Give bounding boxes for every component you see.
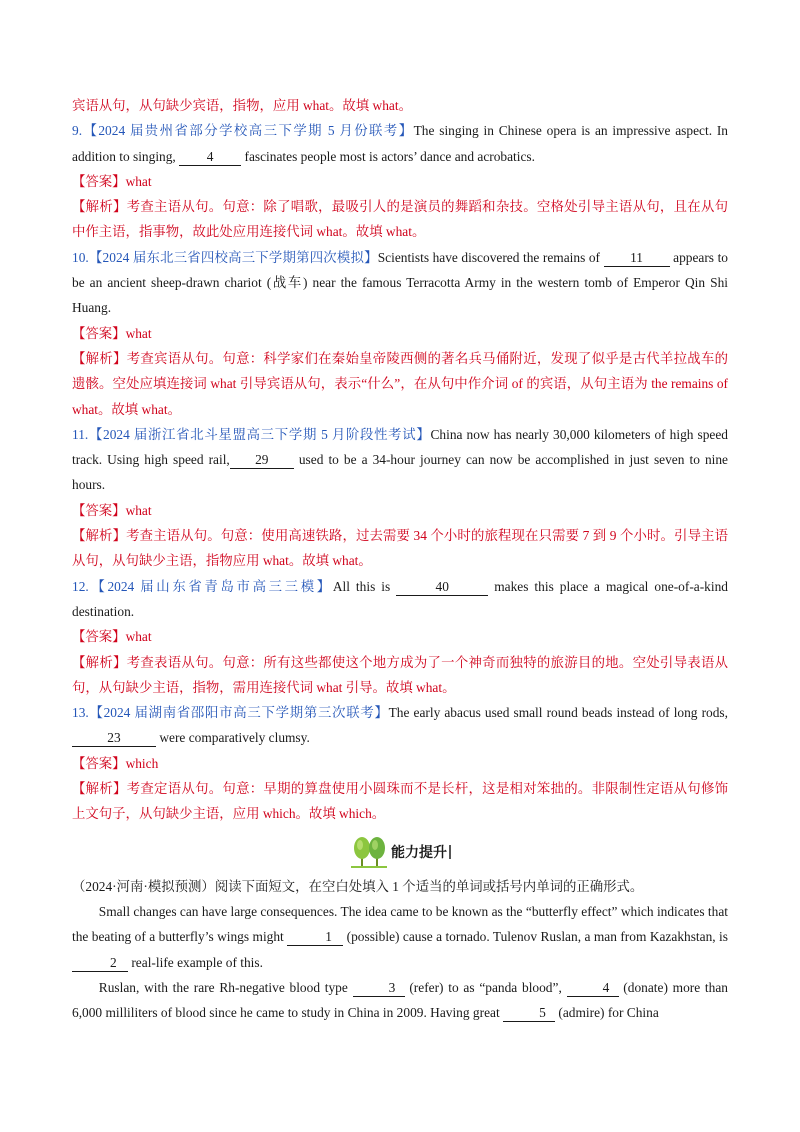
analysis-line — [72, 523, 728, 574]
question-number: 9. — [72, 123, 83, 139]
question-text-before: The early abacus used small round beads instead of long rods, — [388, 705, 728, 721]
section-header — [72, 830, 728, 874]
blank: 4 — [179, 149, 241, 166]
passage-text: (donate) more than 6,000 milliliters of blood since he came to study in China in 2009. Having great — [72, 979, 728, 1021]
analysis-text: 考查主语从句。句意：使用高速铁路，过去需要 34 个小时的旅程现在只需要 7 到 9 个小时。引导主语从句，从句缺少主语，指物应用 what。故填 what。 — [72, 528, 728, 569]
question-text-after: were comparatively clumsy. — [156, 730, 310, 746]
answer-line — [72, 751, 728, 776]
question-text-after: appears to be an ancient sheep-drawn chariot (战车) near the famous Terracotta Army in the western tomb of Emperor Qin Shi Huang. — [72, 249, 728, 316]
passage-text: Small changes can have large consequences. The idea came to be known as the “butterfly effect” which indicates that the beating of a butterfly’s wings might — [72, 903, 728, 945]
answer-line — [72, 624, 728, 649]
question-12 — [72, 574, 728, 700]
blank: 5 — [503, 1005, 555, 1022]
analysis-tag: 【解析】 — [72, 654, 127, 670]
analysis-text: 考查宾语从句。句意：科学家们在秦始皇帝陵西侧的著名兵马俑附近，发现了似乎是古代羊拉战车的遗骸。空处应填连接词 what 引导宾语从句，表示“什么”，在从句中作介词 of 的宾语，从句主语为 the remains of what。故填 what。 — [72, 350, 729, 417]
blank: 11 — [604, 250, 670, 267]
question-text-before: The singing in Chinese opera is an impressive aspect. In addition to singing, — [72, 123, 728, 164]
question-stem — [72, 700, 728, 751]
passage-paragraph-1 — [72, 899, 728, 975]
answer-value: what — [125, 629, 152, 645]
question-11 — [72, 422, 728, 574]
analysis-tag: 【解析】 — [72, 199, 127, 215]
analysis-line — [72, 650, 728, 701]
blank: 23 — [72, 730, 156, 747]
intro-line: 宾语从句，从句缺少宾语，指物，应用 what。故填 what。 — [72, 98, 412, 113]
analysis-text: 考查定语从句。句意：早期的算盘使用小圆珠而不是长杆，这是相对笨拙的。非限制性定语从句修饰上文句子，从句缺少主语，应用 which。故填 which。 — [72, 781, 729, 822]
question-source: 【2024 届贵州省部分学校高三下学期 5 月份联考】 — [82, 123, 414, 139]
question-13 — [72, 700, 728, 826]
analysis-text: 考查表语从句。句意：所有这些都使这个地方成为了一个神奇而独特的旅游目的地。空处引导表语从句，从句缺少主语，指物，需用连接代词 what 引导。故填 what。 — [72, 654, 729, 695]
analysis-tag: 【解析】 — [72, 350, 127, 366]
question-text-after: makes this place a magical one-of-a-kind destination. — [72, 578, 728, 619]
passage-text: (admire) for China — [555, 1005, 659, 1021]
analysis-text: 考查主语从句。句意：除了唱歌，最吸引人的是演员的舞蹈和杂技。空格处引导主语从句，且在从句中作主语，指事物，故此处应用连接代词 what。故填 what。 — [72, 199, 729, 240]
analysis-line — [72, 346, 728, 422]
blank: 29 — [230, 452, 294, 469]
analysis-tag: 【解析】 — [72, 781, 127, 797]
blank: 4 — [567, 980, 619, 997]
passage-text: real-life example of this. — [128, 954, 263, 970]
answer-tag: 【答案】 — [72, 325, 126, 341]
question-text-before: Scientists have discovered the remains of — [377, 249, 604, 265]
passage-text: Ruslan, with the rare Rh-negative blood type — [98, 979, 353, 995]
analysis-line — [72, 776, 728, 827]
answer-tag: 【答案】 — [72, 173, 126, 189]
answer-tag: 【答案】 — [72, 755, 126, 771]
question-stem — [72, 118, 728, 169]
passage-text: (possible) cause a tornado. Tulenov Ruslan, a man from Kazakhstan, is — [343, 929, 728, 945]
answer-line — [72, 169, 728, 194]
question-text-before: All this is — [332, 578, 397, 594]
question-text-before: China now has nearly 30,000 kilometers of high speed track. Using high speed rail, — [72, 426, 728, 468]
question-source: 【2024 届浙江省北斗星盟高三下学期 5 月阶段性考试】 — [88, 426, 431, 442]
analysis-tag: 【解析】 — [72, 528, 127, 544]
question-number: 11. — [72, 426, 89, 442]
tree-icon — [349, 835, 389, 869]
question-source: 【2024 届山东省青岛市高三三模】 — [88, 578, 333, 594]
question-number: 12. — [72, 578, 89, 594]
blank: 40 — [396, 579, 488, 596]
question-stem — [72, 422, 728, 498]
section-title: 能力提升 — [391, 844, 447, 861]
question-stem — [72, 245, 728, 321]
answer-tag: 【答案】 — [72, 629, 126, 645]
answer-value: what — [125, 325, 152, 341]
answer-value: what — [125, 173, 152, 189]
question-source: 【2024 届东北三省四校高三下学期第四次模拟】 — [88, 249, 378, 265]
question-text-after: used to be a 34-hour journey can now be accomplished in just seven to nine hours. — [72, 452, 729, 493]
answer-line — [72, 321, 728, 346]
passage-paragraph-2 — [72, 975, 728, 1026]
answer-line — [72, 498, 728, 523]
question-number: 10. — [72, 249, 89, 265]
title-cursor-bar — [449, 845, 451, 859]
answer-tag: 【答案】 — [72, 502, 126, 518]
passage-text: (refer) to as “panda blood”, — [404, 979, 567, 995]
passage-instruction: （2024·河南·模拟预测）阅读下面短文，在空白处填入 1 个适当的单词或括号内单词的正确形式。 — [72, 878, 644, 894]
document-content — [72, 93, 728, 1025]
question-number: 13. — [72, 705, 89, 721]
blank: 2 — [72, 955, 128, 972]
answer-value: which — [125, 755, 159, 771]
question-source: 【2024 届湖南省邵阳市高三下学期第三次联考】 — [88, 705, 389, 721]
question-10 — [72, 245, 728, 422]
analysis-line — [72, 194, 728, 245]
blank: 3 — [353, 980, 405, 997]
blank: 1 — [287, 929, 343, 946]
question-text-after: fascinates people most is actors’ dance and acrobatics. — [241, 148, 535, 164]
answer-value: what — [125, 502, 152, 518]
question-9 — [72, 118, 728, 244]
question-stem — [72, 574, 728, 625]
